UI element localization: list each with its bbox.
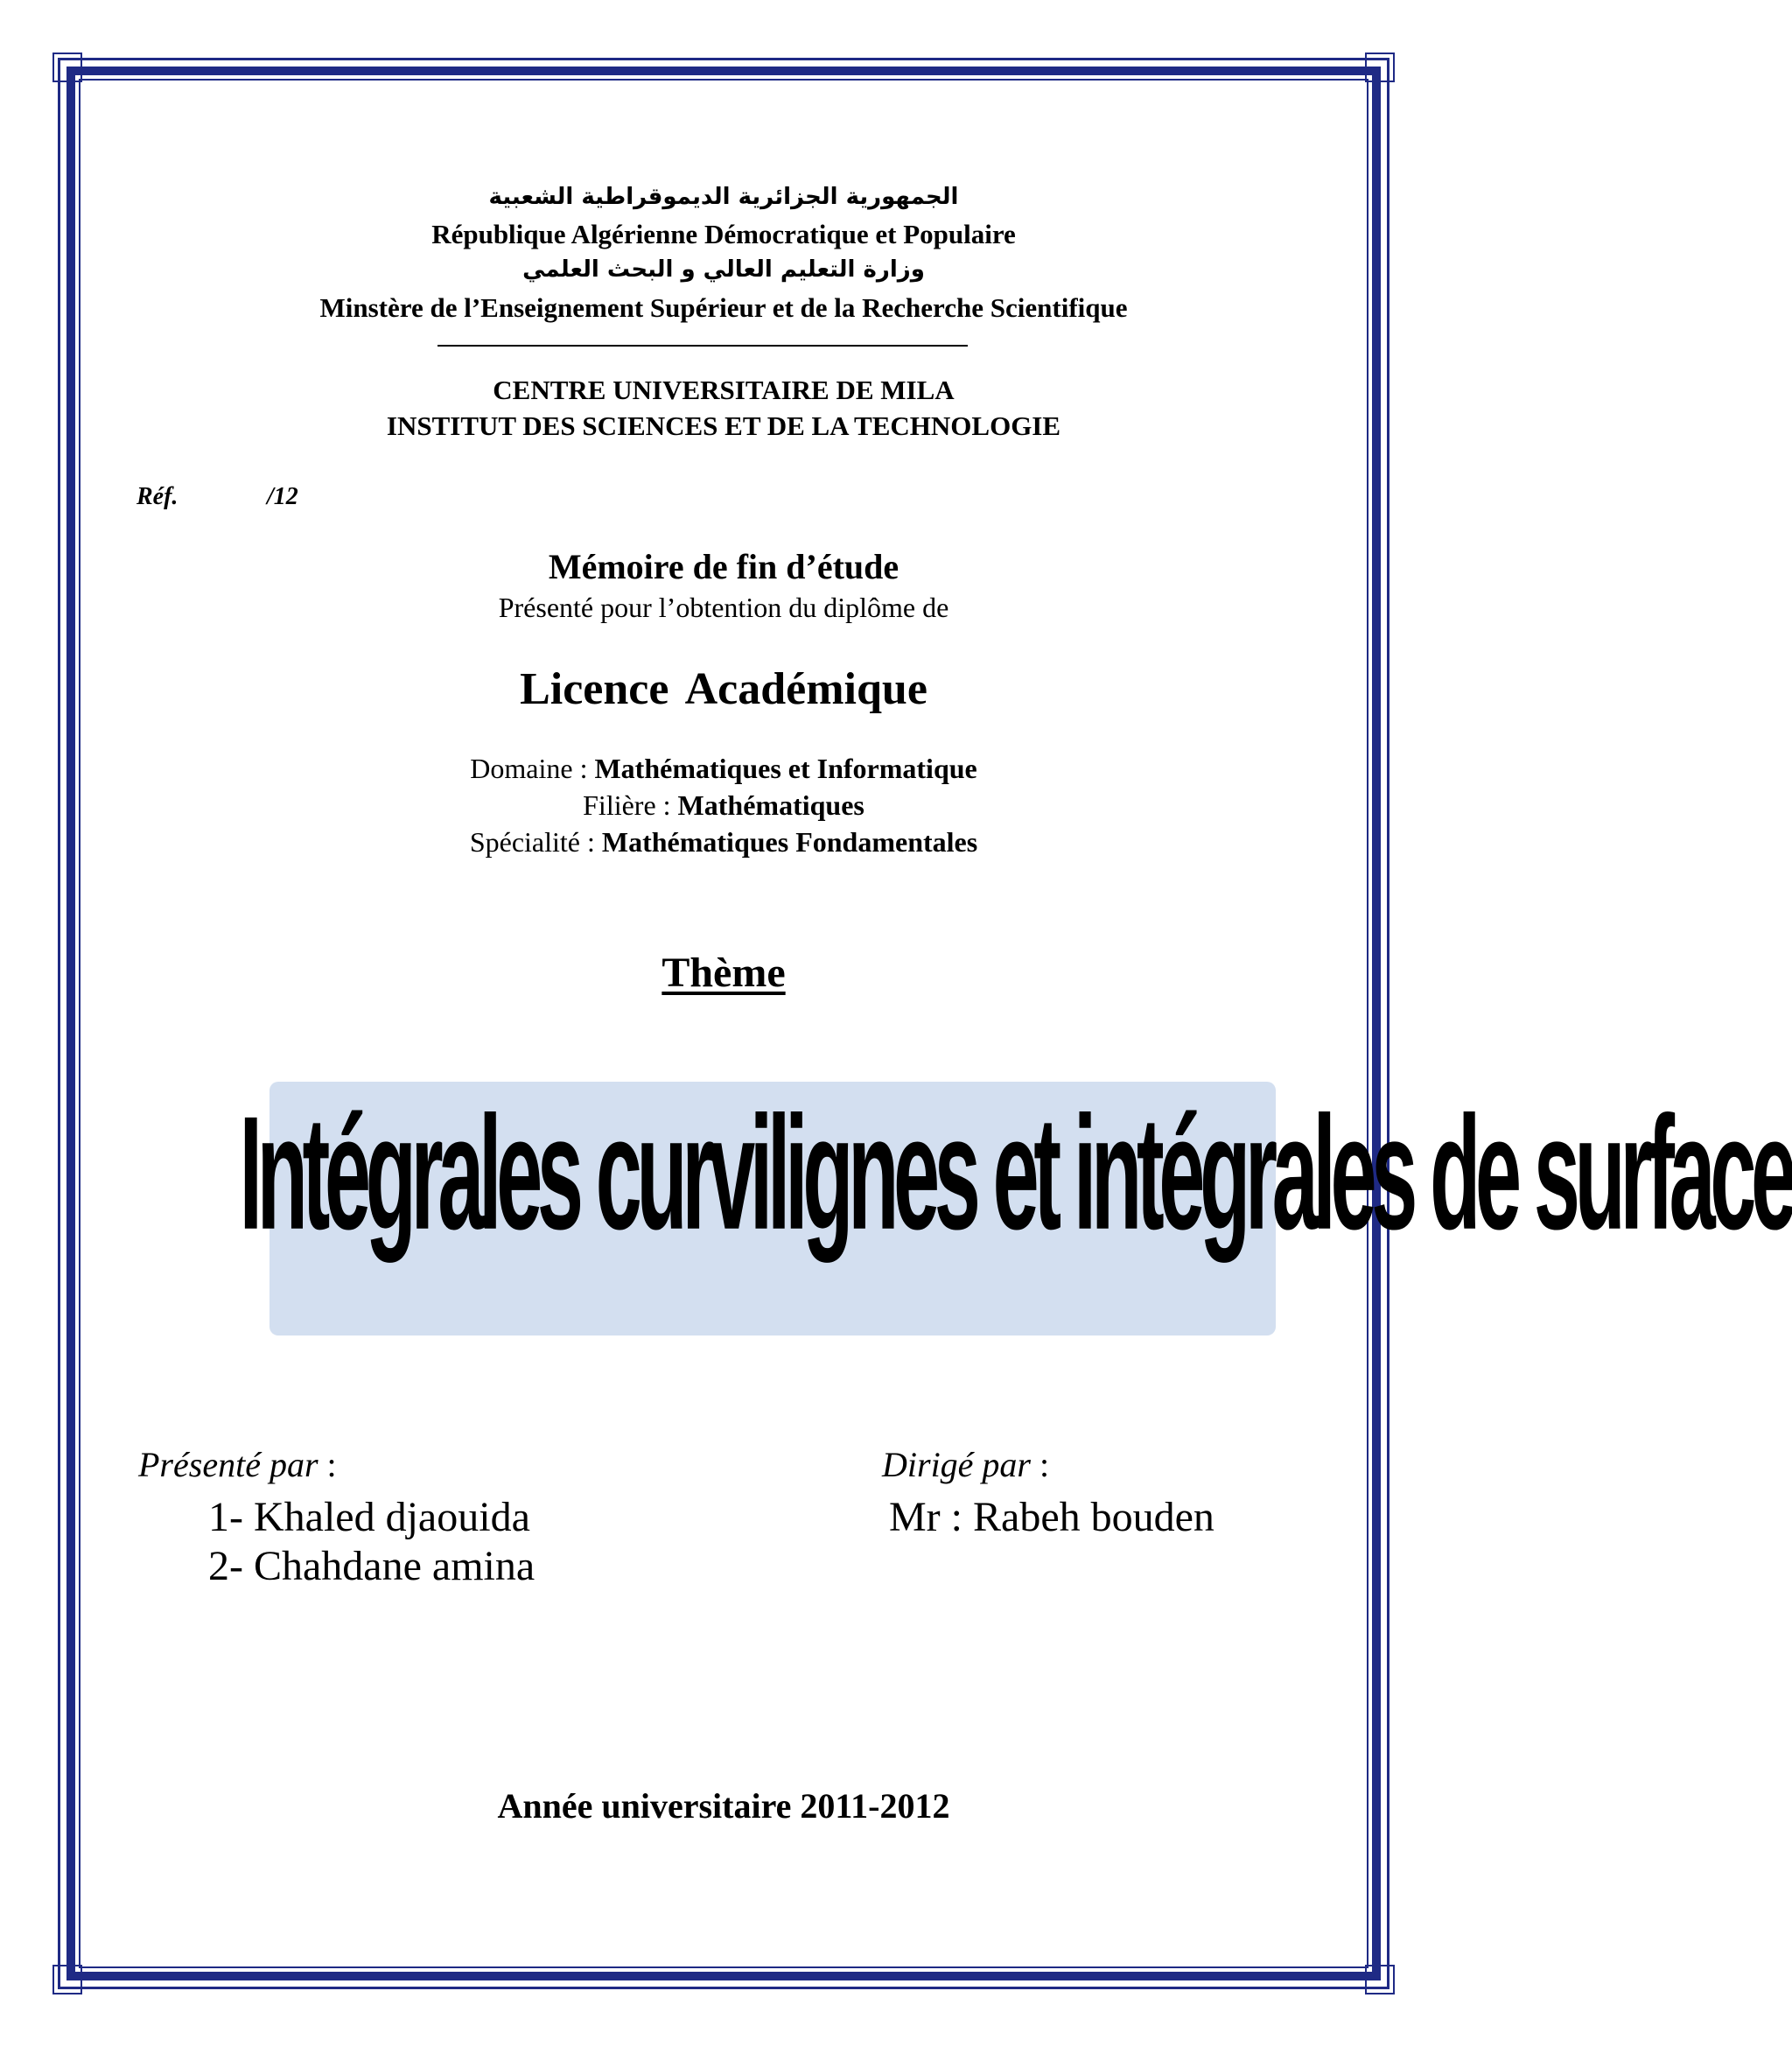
reference-number: /12 — [267, 483, 298, 510]
specialite-value: Mathématiques Fondamentales — [601, 826, 978, 858]
specialite-label: Spécialité : — [469, 826, 602, 858]
border-corner-ornament — [1365, 1965, 1395, 1994]
border-corner-ornament — [52, 1965, 82, 1994]
presented-by-label: Présenté par : — [138, 1445, 337, 1484]
student-name: 2- Chahdane amina — [208, 1543, 536, 1589]
border-corner-ornament — [52, 53, 82, 82]
specialite-line — [0, 826, 1447, 859]
filiere-label: Filière : — [583, 789, 678, 821]
memoire-title: Mémoire de fin d’étude — [548, 547, 900, 586]
header-republic: République Algérienne Démocratique et Populaire — [431, 219, 1016, 249]
diploma-title: Licence Académique — [520, 664, 928, 714]
institution-institut: INSTITUT DES SCIENCES ET DE LA TECHNOLOGIE — [386, 410, 1061, 441]
domaine-label: Domaine : — [470, 753, 595, 784]
filiere-value: Mathématiques — [677, 789, 864, 821]
filiere-line — [0, 789, 1447, 822]
directed-by-label: Dirigé par : — [882, 1445, 1050, 1484]
student-name: 1- Khaled djaouida — [208, 1494, 530, 1540]
reference-label: Réf. — [136, 483, 178, 510]
page-border-inner — [79, 79, 1792, 1968]
header-arabic-republic: الجمهورية الجزائرية الديموقراطية الشعبية — [488, 184, 959, 210]
memoire-subtitle: Présenté pour l’obtention du diplôme de — [498, 592, 949, 623]
academic-year: Année universitaire 2011-2012 — [497, 1786, 950, 1826]
theme-title: Intégrales curvilignes et intégrales de surface — [239, 1084, 1792, 1265]
header-arabic-ministry: وزارة التعليم العالي و البحث العلمي — [522, 256, 925, 283]
domaine-line — [0, 753, 1447, 785]
border-corner-ornament — [1365, 53, 1395, 82]
header-divider — [438, 345, 968, 347]
header-ministry: Minstère de l’Enseignement Supérieur et de la Recherche Scientifique — [319, 292, 1128, 323]
domaine-value: Mathématiques et Informatique — [594, 753, 977, 784]
institution-centre: CENTRE UNIVERSITAIRE DE MILA — [493, 375, 955, 405]
theme-heading: Thème — [662, 950, 786, 996]
supervisor-name: Mr : Rabeh bouden — [889, 1494, 1214, 1540]
